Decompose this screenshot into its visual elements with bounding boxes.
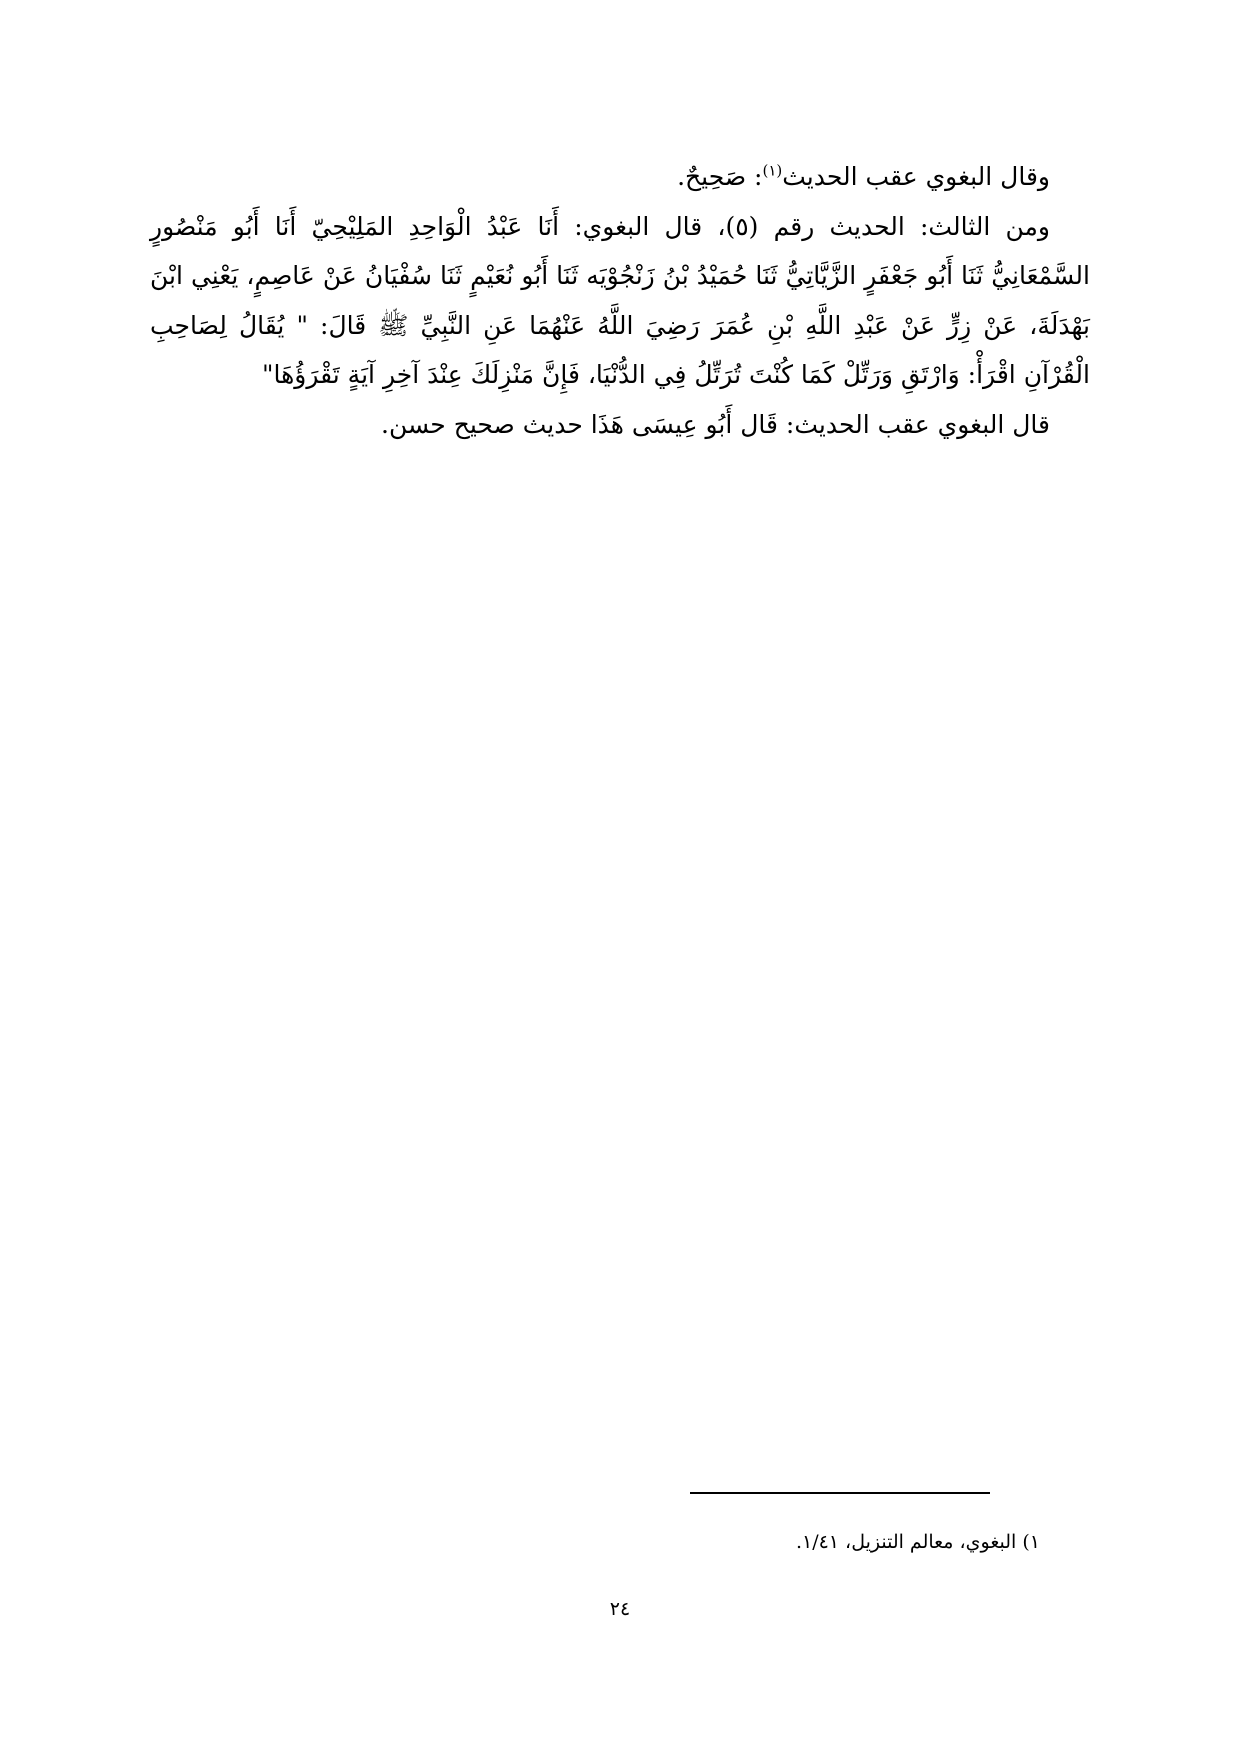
paragraph-2: ومن الثالث: الحديث رقم (٥)، قال البغوي: أَنَا عَبْدُ الْوَاحِدِ المَلِيْحِيّ أَنَا أَبُو مَنْصُورٍ السَّمْعَانِيُّ ثَنَا أَبُو جَعْفَرٍ الزَّيَّاتِيُّ ثَنَا حُمَيْدُ بْنُ زَنْجُوْيَه ثَنَا أَبُو نُعَيْمٍ ثَنَا سُفْيَانُ عَنْ عَاصِمٍ، يَعْنِي ابْنَ بَهْدَلَةَ، عَنْ زِرٍّ عَنْ عَبْدِ اللَّهِ بْنِ عُمَرَ رَضِيَ اللَّهُ عَنْهُمَا عَنِ النَّبِيِّ ﷺ قَالَ: " يُقَالُ لِصَاحِبِ الْقُرْآنِ اقْرَأْ: وَارْتَقِ وَرَتِّلْ كَمَا كُنْتَ تُرَتِّلُ فِي الدُّنْيَا، فَإِنَّ مَنْزِلَكَ عِنْدَ آخِرِ آيَةٍ تَقْرَؤُهَا"	[150, 211, 1090, 389]
footnote-reference: (١)	[762, 161, 783, 180]
body-text	[150, 152, 1090, 449]
page-number: ٢٤	[609, 1598, 631, 1620]
paragraph-1	[150, 152, 1090, 202]
paragraph-1-text: وقال البغوي عقب الحديث	[782, 162, 1050, 191]
footnote-separator	[690, 1492, 990, 1494]
paragraph-1-tail: : صَحِيحٌ.	[677, 162, 763, 191]
footnote: ١) البغوي، معالم التنزيل، ١/٤١.	[795, 1531, 1040, 1553]
paragraph-3: قال البغوي عقب الحديث: قَال أَبُو عِيسَى هَذَا حديث صحيح حسن.	[381, 409, 1050, 439]
